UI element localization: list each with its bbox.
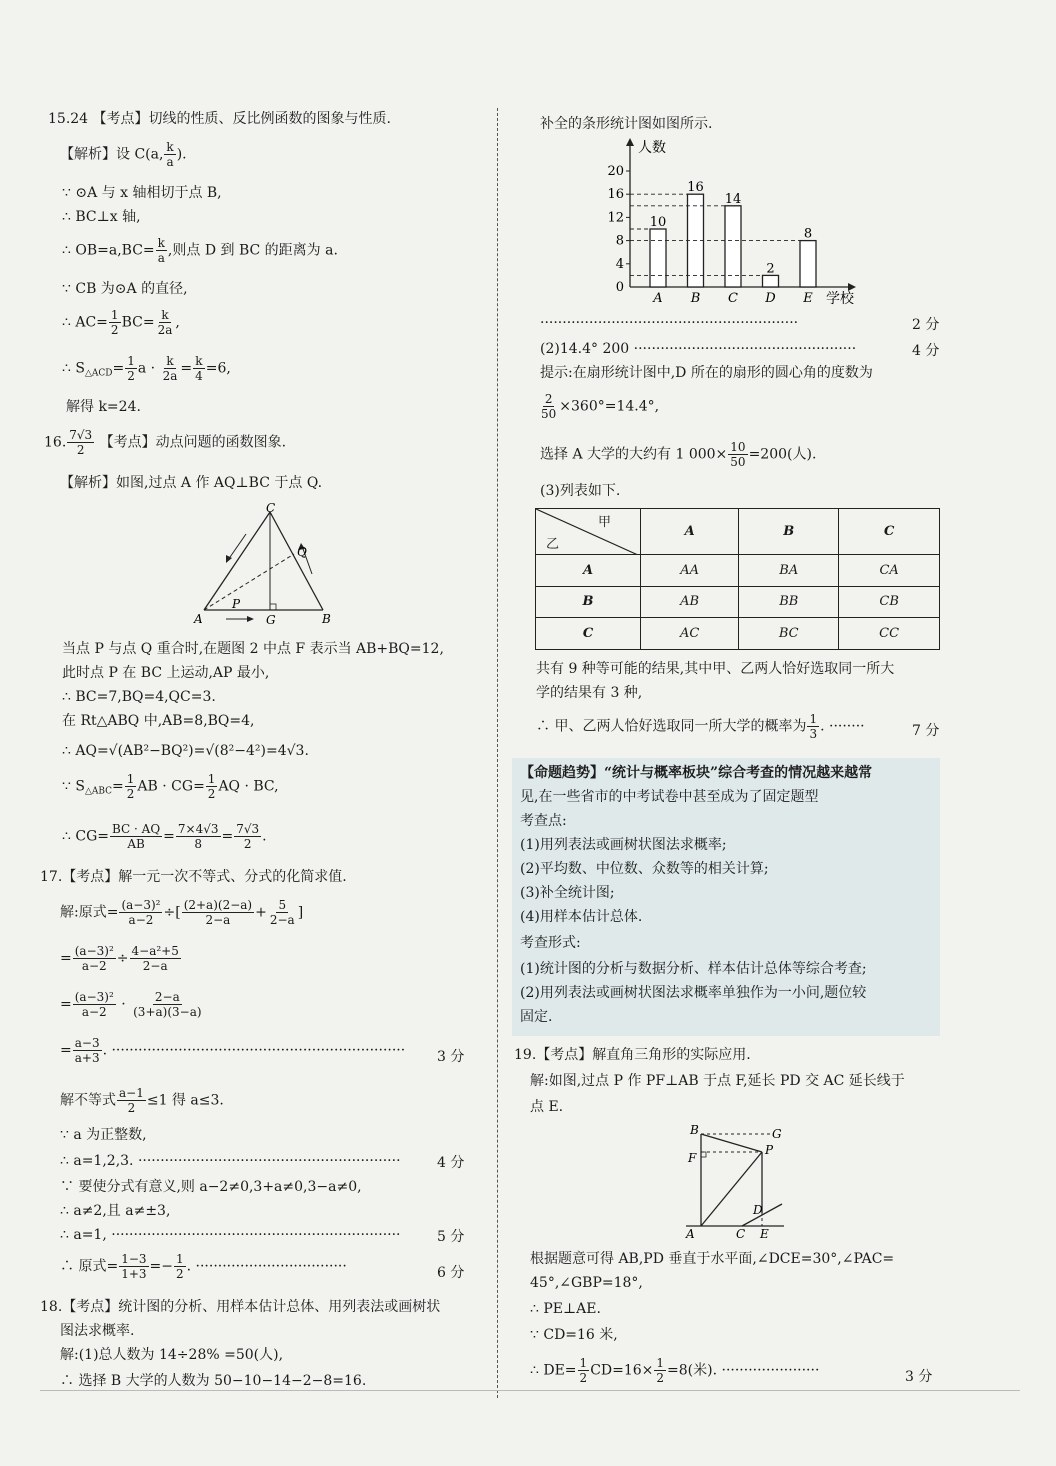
bar-value-label: 10 bbox=[649, 215, 667, 230]
bar-E bbox=[800, 241, 816, 287]
label-d: D bbox=[753, 1203, 763, 1217]
table-cell: AC bbox=[641, 618, 739, 650]
q19-line5: 45°,∠GBP=18°, bbox=[530, 1275, 643, 1291]
score-r7: 7 分 bbox=[912, 723, 940, 739]
estimate-line: 选择 A 大学的大约有 1 000× $\frac{10}{50}$ =200(人). bbox=[540, 440, 817, 469]
score-3: 3 分 bbox=[437, 1049, 465, 1065]
q18-line3: 解:(1)总人数为 14÷28% =50(人), bbox=[60, 1347, 284, 1363]
trend-line3: 考查点: bbox=[520, 813, 567, 829]
q19-line4: 根据题意可得 AB,PD 垂直于水平面,∠DCE=30°,∠PAC= bbox=[530, 1251, 895, 1267]
q16-line5: ∴ BC=7,BQ=4,QC=3. bbox=[62, 689, 216, 705]
category-label: C bbox=[728, 291, 738, 306]
q18-line4: ∴ 选择 B 大学的人数为 50−10−14−2−8=16. bbox=[60, 1373, 367, 1389]
q19-line2: 解:如图,过点 P 作 PF⊥AB 于点 F,延长 PD 交 AC 延长线于 bbox=[530, 1073, 905, 1089]
corner-bottom: 乙 bbox=[546, 537, 560, 552]
x-axis-arrow bbox=[848, 283, 856, 291]
q17-line7: ∵ a 为正整数, bbox=[60, 1127, 147, 1143]
q17-line11: ∴ a=1, ································································· bbox=[60, 1227, 401, 1243]
q15-line7: ∴ AC= $\frac{1}{2}$ BC= $\frac{k}{2a}$ , bbox=[62, 308, 180, 337]
bar-A bbox=[650, 229, 666, 287]
q16-line3: 当点 P 与点 Q 重合时,在题图 2 中点 F 表示当 AB+BQ=12, bbox=[62, 641, 444, 657]
bar-value-label: 16 bbox=[687, 180, 704, 196]
label-p: P bbox=[232, 597, 241, 611]
q15-line2: 【解析】设 C(a, $\frac{k}{a}$ ). bbox=[60, 140, 187, 169]
dots-line-2: ·························································· bbox=[540, 315, 799, 331]
bar-value-label: 2 bbox=[766, 261, 775, 277]
label-f: F bbox=[688, 1151, 697, 1165]
q15-line4: ∴ BC⊥x 轴, bbox=[62, 209, 141, 225]
col-head-a: A bbox=[641, 509, 739, 555]
q19-line6: ∴ PE⊥AE. bbox=[530, 1301, 601, 1317]
q19-line3: 点 E. bbox=[530, 1099, 564, 1115]
trend-line11: 固定. bbox=[520, 1009, 553, 1025]
y-tick-label: 12 bbox=[607, 210, 624, 226]
score-5: 5 分 bbox=[437, 1229, 465, 1245]
col-head-c: C bbox=[839, 509, 940, 555]
row-head: A bbox=[536, 555, 641, 587]
trend-line4: (1)用列表法或画树状图法求概率; bbox=[520, 837, 727, 853]
label-p: P bbox=[765, 1143, 774, 1157]
x-axis-label: 学校 bbox=[826, 291, 854, 307]
y-axis-arrow bbox=[626, 138, 634, 146]
q17-line6: 解不等式 $\frac{a-1}{2}$ ≤1 得 a≤3. bbox=[60, 1086, 224, 1115]
bar-value-label: 14 bbox=[724, 191, 742, 207]
table-row bbox=[536, 618, 940, 650]
trend-line9: (1)统计图的分析与数据分析、样本估计总体等综合考查; bbox=[520, 961, 867, 977]
table-cell: BA bbox=[739, 555, 839, 587]
q17-line3: = $\frac{\text{(a−3)²}}{a-2}$ ÷ $\frac{\text{4−a²+5}}{2-a}$ bbox=[60, 944, 179, 973]
q18-part2: (2)14.4° 200 ·················································· bbox=[540, 341, 857, 357]
label-b: B bbox=[690, 1123, 699, 1137]
q17-line8: ∴ a=1,2,3. ··························································· bbox=[60, 1153, 401, 1169]
part3-line: (3)列表如下. bbox=[540, 483, 621, 499]
y-tick-label: 16 bbox=[607, 187, 624, 203]
category-label: A bbox=[653, 291, 663, 306]
q16-line4: 此时点 P 在 BC 上运动,AP 最小, bbox=[62, 665, 270, 681]
label-q: Q bbox=[297, 545, 307, 559]
label-e: E bbox=[760, 1227, 769, 1241]
q15-line6: ∵ CB 为⊙A 的直径, bbox=[62, 281, 188, 297]
q19-line8: ∴ DE= $\frac{1}{2}$ CD=16× $\frac{1}{2}$ =8(米). ······················ bbox=[530, 1356, 820, 1385]
label-b: B bbox=[322, 612, 331, 626]
q15-line9: 解得 k=24. bbox=[66, 399, 141, 415]
q17-line12: ∴ 原式= $\frac{1-3}{1+3}$ =− $\frac{1}{2}$ . ·································· bbox=[60, 1252, 347, 1281]
score-r2: 2 分 bbox=[912, 317, 940, 333]
table-cell: CB bbox=[839, 586, 940, 618]
category-label: D bbox=[765, 291, 776, 306]
score-r4: 4 分 bbox=[912, 343, 940, 359]
bottom-rule bbox=[40, 1390, 1020, 1391]
table-cell: CC bbox=[839, 618, 940, 650]
chart-intro: 补全的条形统计图如图所示. bbox=[540, 116, 713, 132]
bar-value-label: 8 bbox=[803, 226, 813, 242]
label-c: C bbox=[736, 1227, 746, 1241]
q16-line9: ∴ CG= $\frac{BC \cdot AQ}{AB}$ = $\frac{7\times 4√3}{8}$ = $\frac{7√3}{2}$ . bbox=[62, 822, 267, 851]
q16-line6: 在 Rt△ABQ 中,AB=8,BQ=4, bbox=[62, 713, 255, 729]
label-g: G bbox=[772, 1127, 782, 1141]
y-tick-label: 8 bbox=[615, 233, 624, 249]
table-cell: AB bbox=[641, 586, 739, 618]
q17-line9: ∵ 要使分式有意义,则 a−2≠0,3+a≠0,3−a≠0, bbox=[60, 1179, 362, 1195]
q18-heading: 18.【考点】统计图的分析、用样本估计总体、用列表法或画树状 bbox=[40, 1299, 441, 1315]
score-q19-3: 3 分 bbox=[905, 1369, 933, 1385]
trend-line10: (2)用列表法或画树状图法求概率单独作为一小问,题位较 bbox=[520, 985, 867, 1001]
q19-line7: ∵ CD=16 米, bbox=[530, 1327, 618, 1343]
selection-table bbox=[535, 508, 940, 650]
q17-line10: ∴ a≠2,且 a≠±3, bbox=[60, 1203, 171, 1219]
trend-line5: (2)平均数、中位数、众数等的相关计算; bbox=[520, 861, 769, 877]
table-row bbox=[536, 586, 940, 618]
label-a: A bbox=[194, 612, 203, 626]
q15-heading: 15.24 【考点】切线的性质、反比例函数的图象与性质. bbox=[48, 111, 391, 127]
table-cell: AA bbox=[641, 555, 739, 587]
row-head: C bbox=[536, 618, 641, 650]
q17-line2: 解:原式= $\frac{\text{(a−3)²}}{a-2}$ ÷[ $\frac{(2+a)(2-a)}{2-a}$ + $\frac{5}{2-a}$ ] bbox=[60, 898, 304, 927]
q19-heading: 19.【考点】解直角三角形的实际应用. bbox=[514, 1047, 751, 1063]
y-axis-label: 人数 bbox=[638, 140, 666, 156]
trend-line6: (3)补全统计图; bbox=[520, 885, 615, 901]
column-divider bbox=[497, 108, 498, 1398]
q15-line3: ∵ ⊙A 与 x 轴相切于点 B, bbox=[62, 185, 222, 201]
label-a: A bbox=[686, 1227, 695, 1241]
q17-heading: 17.【考点】解一元一次不等式、分式的化简求值. bbox=[40, 869, 347, 885]
q16-line2: 【解析】如图,过点 A 作 AQ⊥BC 于点 Q. bbox=[60, 475, 323, 491]
q17-line4: = $\frac{\text{(a−3)²}}{a-2}$ · $\frac{2-a}{(3+a)(3-a)}$ bbox=[60, 990, 202, 1019]
score-4: 4 分 bbox=[437, 1155, 465, 1171]
trend-line8: 考查形式: bbox=[520, 935, 581, 951]
q16-line7: ∴ AQ=√(AB²−BQ²)=√(8²−4²)=4√3. bbox=[62, 743, 309, 759]
category-label: B bbox=[690, 291, 701, 306]
label-c: C bbox=[266, 501, 276, 515]
category-label: E bbox=[803, 291, 813, 306]
y-tick-label: 4 bbox=[615, 256, 624, 272]
bar-D bbox=[763, 275, 779, 287]
score-6: 6 分 bbox=[437, 1265, 465, 1281]
trend-line7: (4)用样本估计总体. bbox=[520, 909, 643, 925]
table-row bbox=[536, 555, 940, 587]
angle-line: $\frac{2}{50}$ ×360°=14.4°, bbox=[541, 392, 660, 421]
q15-line5: ∴ OB=a,BC= $\frac{k}{a}$ ,则点 D 到 BC 的距离为 a. bbox=[62, 236, 338, 265]
slope-figure bbox=[676, 1120, 796, 1244]
trend-line2: 见,在一些省市的中考试卷中甚至成为了固定题型 bbox=[520, 789, 819, 805]
table-cell: CA bbox=[839, 555, 940, 587]
trend-line1: 【命题趋势】“统计与概率板块”综合考查的情况越来越常 bbox=[520, 765, 873, 781]
label-g: G bbox=[266, 613, 276, 627]
triangle-figure bbox=[190, 500, 340, 630]
q18-line2: 图法求概率. bbox=[60, 1323, 135, 1339]
table-cell: BC bbox=[739, 618, 839, 650]
q17-line5: = $\frac{a-3}{a+3}$ . ·································································· bbox=[60, 1036, 406, 1065]
col-head-b: B bbox=[739, 509, 839, 555]
bar-C bbox=[725, 206, 741, 287]
bar-chart bbox=[600, 134, 870, 310]
q16-line8: ∵ $S_{\triangle ABC}=$ $\frac{1}{2}$ AB · CG= $\frac{1}{2}$ AQ · BC, bbox=[62, 772, 279, 801]
q16-heading: 16. $\frac{7√3}{2}$ 【考点】动点问题的函数图象. bbox=[44, 428, 287, 457]
y-tick-label: 0 bbox=[615, 280, 624, 295]
table-corner bbox=[536, 509, 641, 555]
probability-line: ∴ 甲、乙两人恰好选取同一所大学的概率为 $\frac{1}{3}$ . ········ bbox=[536, 712, 865, 741]
corner-top: 甲 bbox=[598, 515, 612, 530]
table-cell: BB bbox=[739, 586, 839, 618]
y-tick-label: 20 bbox=[607, 164, 624, 179]
result-line2: 学的结果有 3 种, bbox=[536, 685, 643, 701]
row-head: B bbox=[536, 586, 641, 618]
result-line1: 共有 9 种等可能的结果,其中甲、乙两人恰好选取同一所大 bbox=[536, 661, 895, 677]
hint-line: 提示:在扇形统计图中,D 所在的扇形的圆心角的度数为 bbox=[540, 365, 873, 381]
q15-line8: ∴ $S_{\triangle ACD}=$ $\frac{1}{2}$ a · $\frac{k}{2a}$ = $\frac{k}{4}$ =6, bbox=[62, 354, 231, 383]
